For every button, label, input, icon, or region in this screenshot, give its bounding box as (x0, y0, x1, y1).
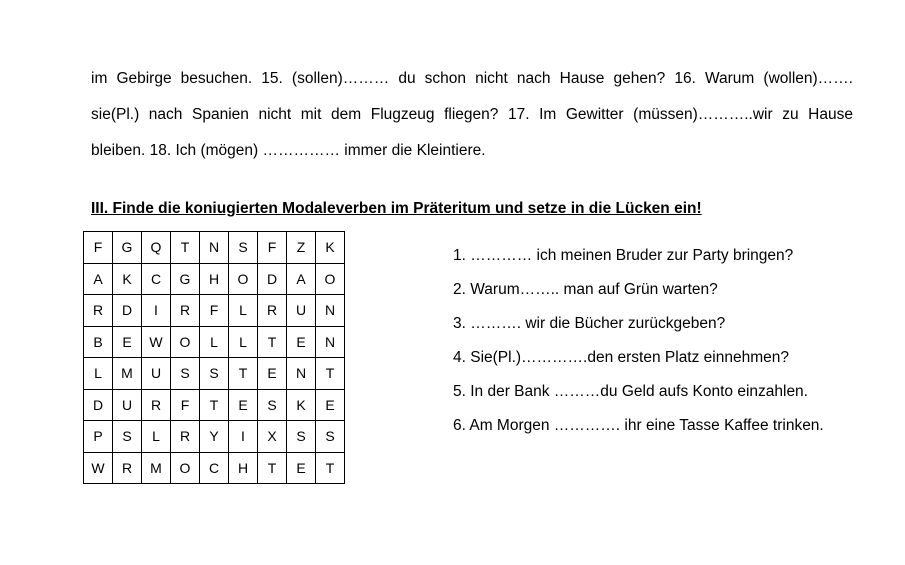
grid-row (84, 389, 345, 421)
grid-cell: O (171, 326, 200, 358)
grid-cell: S (229, 232, 258, 264)
grid-cell: U (287, 295, 316, 327)
grid-cell: Z (287, 232, 316, 264)
exercise-item: 4. Sie(Pl.)………….den ersten Platz einnehmen? (453, 349, 789, 366)
grid-cell: C (142, 263, 171, 295)
exercise-item: 5. In der Bank ………du Geld aufs Konto einzahlen. (453, 383, 808, 400)
grid-cell: T (200, 389, 229, 421)
grid-cell: E (316, 389, 345, 421)
grid-cell: E (287, 326, 316, 358)
grid-cell: U (142, 358, 171, 390)
grid-cell: F (171, 389, 200, 421)
grid-cell: T (316, 452, 345, 484)
grid-row (84, 421, 345, 453)
grid-row (84, 452, 345, 484)
grid-cell: S (171, 358, 200, 390)
section-heading: III. Finde die koniugierten Modaleverben im Präteritum und setze in die Lücken ein! (91, 200, 702, 217)
grid-cell: F (84, 232, 113, 264)
grid-cell: E (258, 358, 287, 390)
grid-cell: F (258, 232, 287, 264)
grid-cell: G (113, 232, 142, 264)
grid-row (84, 295, 345, 327)
grid-cell: S (316, 421, 345, 453)
grid-cell: O (316, 263, 345, 295)
grid-cell: T (258, 452, 287, 484)
grid-cell: S (287, 421, 316, 453)
grid-cell: L (200, 326, 229, 358)
grid-cell: E (229, 389, 258, 421)
grid-cell: R (258, 295, 287, 327)
grid-cell: R (84, 295, 113, 327)
exercise-list (453, 239, 824, 443)
grid-cell: D (258, 263, 287, 295)
grid-cell: R (142, 389, 171, 421)
paragraph-line: bleiben. 18. Ich (mögen) …………… immer die Kleintiere. (91, 142, 486, 159)
word-search-grid (83, 231, 345, 484)
grid-cell: T (258, 326, 287, 358)
exercise-paragraph (91, 61, 853, 169)
paragraph-line: im Gebirge besuchen. 15. (sollen)……… du schon nicht nach Hause gehen? 16. Warum (wollen)……. (91, 70, 853, 87)
exercise-item: 1. ………… ich meinen Bruder zur Party bringen? (453, 247, 794, 264)
grid-cell: K (113, 263, 142, 295)
grid-cell: R (171, 421, 200, 453)
grid-cell: A (84, 263, 113, 295)
grid-cell: X (258, 421, 287, 453)
grid-cell: C (200, 452, 229, 484)
grid-cell: P (84, 421, 113, 453)
grid-cell: S (258, 389, 287, 421)
grid-cell: I (142, 295, 171, 327)
grid-cell: H (229, 452, 258, 484)
grid-cell: N (287, 358, 316, 390)
exercise-item: 2. Warum…….. man auf Grün warten? (453, 281, 718, 298)
grid-cell: W (84, 452, 113, 484)
grid-cell: G (171, 263, 200, 295)
grid-cell: L (229, 295, 258, 327)
grid-cell: N (200, 232, 229, 264)
grid-cell: T (229, 358, 258, 390)
grid-cell: D (113, 295, 142, 327)
grid-cell: B (84, 326, 113, 358)
grid-cell: M (113, 358, 142, 390)
grid-cell: N (316, 295, 345, 327)
exercise-item: 3. ………. wir die Bücher zurückgeben? (453, 315, 726, 332)
grid-cell: F (200, 295, 229, 327)
grid-cell: L (84, 358, 113, 390)
grid-row (84, 232, 345, 264)
grid-cell: S (113, 421, 142, 453)
grid-cell: T (171, 232, 200, 264)
grid-row (84, 263, 345, 295)
grid-cell: H (200, 263, 229, 295)
grid-cell: L (229, 326, 258, 358)
grid-cell: U (113, 389, 142, 421)
grid-cell: K (316, 232, 345, 264)
grid-cell: S (200, 358, 229, 390)
grid-cell: D (84, 389, 113, 421)
grid-cell: R (171, 295, 200, 327)
grid-cell: O (229, 263, 258, 295)
grid-cell: R (113, 452, 142, 484)
paragraph-line: sie(Pl.) nach Spanien nicht mit dem Flugzeug fliegen? 17. Im Gewitter (müssen)………..wir zu Hause (91, 106, 853, 123)
grid-cell: O (171, 452, 200, 484)
grid-cell: T (316, 358, 345, 390)
grid-cell: Y (200, 421, 229, 453)
grid-cell: A (287, 263, 316, 295)
grid-cell: E (113, 326, 142, 358)
exercise-item: 6. Am Morgen …………. ihr eine Tasse Kaffee trinken. (453, 417, 824, 434)
grid-cell: L (142, 421, 171, 453)
grid-cell: N (316, 326, 345, 358)
grid-cell: M (142, 452, 171, 484)
grid-cell: Q (142, 232, 171, 264)
grid-row (84, 358, 345, 390)
grid-row (84, 326, 345, 358)
grid-cell: W (142, 326, 171, 358)
grid-cell: I (229, 421, 258, 453)
grid-cell: E (287, 452, 316, 484)
grid-cell: K (287, 389, 316, 421)
